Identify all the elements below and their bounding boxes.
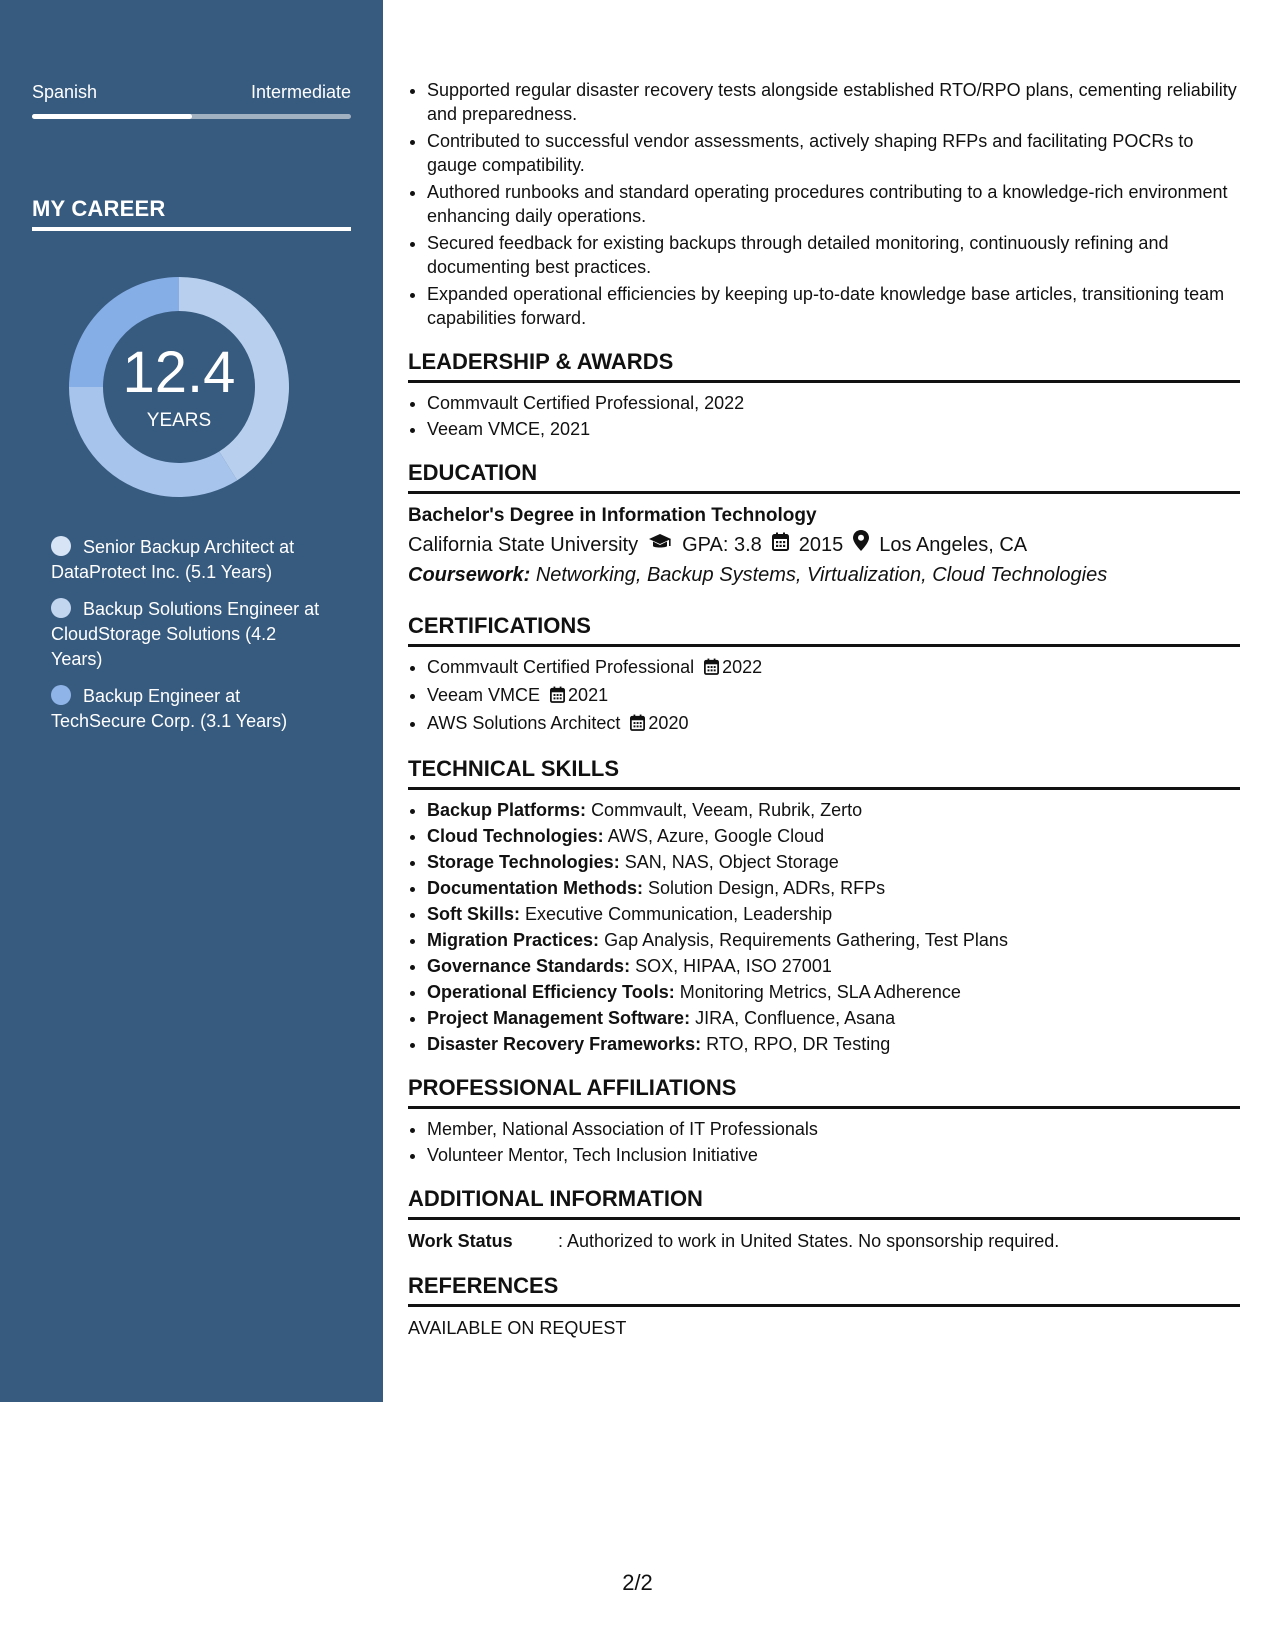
skill-label: Soft Skills: <box>427 904 521 924</box>
coursework-label: Coursework: <box>408 564 531 586</box>
experience-bullet: • Secured feedback for existing backups through detailed monitoring, continuously refining and documenting best practices. <box>427 231 1240 279</box>
calendar-icon <box>704 657 719 681</box>
skill-value: Gap Analysis, Requirements Gathering, Test Plans <box>604 930 1008 950</box>
skill-label: Migration Practices: <box>427 930 600 950</box>
skill-value: SAN, NAS, Object Storage <box>624 852 839 872</box>
career-years-unit: YEARS <box>146 410 212 431</box>
graduation-cap-icon <box>648 530 672 560</box>
skill-label: Disaster Recovery Frameworks: <box>427 1034 702 1054</box>
skill-label: Documentation Methods: <box>427 878 643 898</box>
leadership-item: • Commvault Certified Professional, 2022 <box>427 391 1240 415</box>
skill-item <box>427 798 1240 822</box>
education-gpa: GPA: 3.8 <box>682 534 762 556</box>
education-location: Los Angeles, CA <box>879 534 1028 556</box>
education-degree: Bachelor's Degree in Information Technology <box>408 505 817 526</box>
work-status-label: Work Status <box>408 1231 513 1251</box>
career-item-text: Backup Solutions Engineer at CloudStorage Solutions (4.2 Years) <box>51 599 320 669</box>
map-pin-icon <box>853 530 869 560</box>
education-meta <box>408 530 1240 560</box>
section-rule <box>408 1217 1240 1220</box>
skill-label: Storage Technologies: <box>427 852 620 872</box>
career-item-text: Senior Backup Architect at DataProtect Inc. (5.1 Years) <box>51 537 295 582</box>
sidebar <box>0 0 383 1402</box>
language-proficiency-fill <box>32 114 192 119</box>
career-dot <box>51 598 71 618</box>
skill-value: JIRA, Confluence, Asana <box>695 1008 896 1028</box>
calendar-icon <box>630 713 645 737</box>
certification-name: Veeam VMCE <box>427 685 541 705</box>
certifications-list <box>408 655 1240 737</box>
leadership-item: • Veeam VMCE, 2021 <box>427 417 1240 441</box>
career-item <box>51 535 321 585</box>
references-title: REFERENCES <box>408 1273 559 1298</box>
career-list <box>51 535 321 746</box>
skill-value: Commvault, Veeam, Rubrik, Zerto <box>591 800 863 820</box>
certification-year: 2021 <box>568 685 609 705</box>
career-section-rule <box>32 227 351 231</box>
language-name: Spanish <box>32 82 98 102</box>
skills-title: TECHNICAL SKILLS <box>408 756 620 781</box>
references-value: AVAILABLE ON REQUEST <box>408 1318 627 1338</box>
career-dot <box>51 536 71 556</box>
affiliations-list <box>408 1117 1240 1167</box>
section-rule <box>408 644 1240 647</box>
skill-item <box>427 824 1240 848</box>
certification-name: AWS Solutions Architect <box>427 713 621 733</box>
section-rule <box>408 380 1240 383</box>
certification-item <box>427 655 1240 681</box>
experience-bullet: • Contributed to successful vendor assessments, actively shaping RFPs and facilitating POCRs to gauge compatibility. <box>427 129 1240 177</box>
skill-value: AWS, Azure, Google Cloud <box>607 826 825 846</box>
skill-item <box>427 980 1240 1004</box>
career-item <box>51 684 321 734</box>
calendar-icon <box>772 530 789 560</box>
leadership-list <box>408 391 1240 441</box>
skill-value: Monitoring Metrics, SLA Adherence <box>679 982 961 1002</box>
main-content <box>408 78 1240 1341</box>
experience-bullet: • Supported regular disaster recovery tests alongside established RTO/RPO plans, cementing reliability and preparedness. <box>427 78 1240 126</box>
additional-info-title: ADDITIONAL INFORMATION <box>408 1186 703 1211</box>
education-coursework <box>408 560 1240 590</box>
skill-label: Project Management Software: <box>427 1008 691 1028</box>
career-dot <box>51 685 71 705</box>
language-level: Intermediate <box>250 82 351 102</box>
experience-bullets <box>408 78 1240 330</box>
section-rule <box>408 1304 1240 1307</box>
skill-item <box>427 954 1240 978</box>
career-section-title: MY CAREER <box>32 196 166 221</box>
coursework-value: Networking, Backup Systems, Virtualization, Cloud Technologies <box>535 564 1108 586</box>
affiliation-item: • Member, National Association of IT Professionals <box>427 1117 1240 1141</box>
work-status-row <box>408 1228 1240 1254</box>
skill-item <box>427 1032 1240 1056</box>
leadership-title: LEADERSHIP & AWARDS <box>408 349 674 374</box>
skill-item <box>427 1006 1240 1030</box>
experience-bullet: • Expanded operational efficiencies by keeping up-to-date knowledge base articles, transitioning team capabilities forward. <box>427 282 1240 330</box>
skill-value: Solution Design, ADRs, RFPs <box>648 878 886 898</box>
experience-bullet: • Authored runbooks and standard operating procedures contributing to a knowledge-rich environment enhancing daily operations. <box>427 180 1240 228</box>
skills-list <box>408 798 1240 1056</box>
skill-label: Backup Platforms: <box>427 800 587 820</box>
language-proficiency-bar <box>32 114 351 119</box>
certifications-title: CERTIFICATIONS <box>408 613 591 638</box>
skill-label: Operational Efficiency Tools: <box>427 982 675 1002</box>
affiliations-title: PROFESSIONAL AFFILIATIONS <box>408 1075 737 1100</box>
section-rule <box>408 787 1240 790</box>
career-item <box>51 597 321 672</box>
certification-year: 2022 <box>722 657 763 677</box>
skill-value: RTO, RPO, DR Testing <box>706 1034 891 1054</box>
certification-item <box>427 683 1240 709</box>
section-rule <box>408 491 1240 494</box>
calendar-icon <box>550 685 565 709</box>
skill-item <box>427 876 1240 900</box>
skill-item <box>427 928 1240 952</box>
skill-item <box>427 850 1240 874</box>
certification-item <box>427 711 1240 737</box>
career-item-text: Backup Engineer at TechSecure Corp. (3.1 Years) <box>51 686 288 731</box>
career-total-years: 12.4 <box>122 340 236 405</box>
work-status-value: : Authorized to work in United States. No sponsorship required. <box>558 1231 1060 1251</box>
skill-value: SOX, HIPAA, ISO 27001 <box>635 956 832 976</box>
education-title: EDUCATION <box>408 460 538 485</box>
skill-item <box>427 902 1240 926</box>
skill-label: Governance Standards: <box>427 956 631 976</box>
skill-value: Executive Communication, Leadership <box>525 904 833 924</box>
affiliation-item: • Volunteer Mentor, Tech Inclusion Initiative <box>427 1143 1240 1167</box>
page-number: 2/2 <box>622 1570 653 1595</box>
certification-year: 2020 <box>648 713 689 733</box>
education-school: California State University <box>408 534 639 556</box>
education-year: 2015 <box>798 534 844 556</box>
skill-label: Cloud Technologies: <box>427 826 604 846</box>
certification-name: Commvault Certified Professional <box>427 657 695 677</box>
section-rule <box>408 1106 1240 1109</box>
